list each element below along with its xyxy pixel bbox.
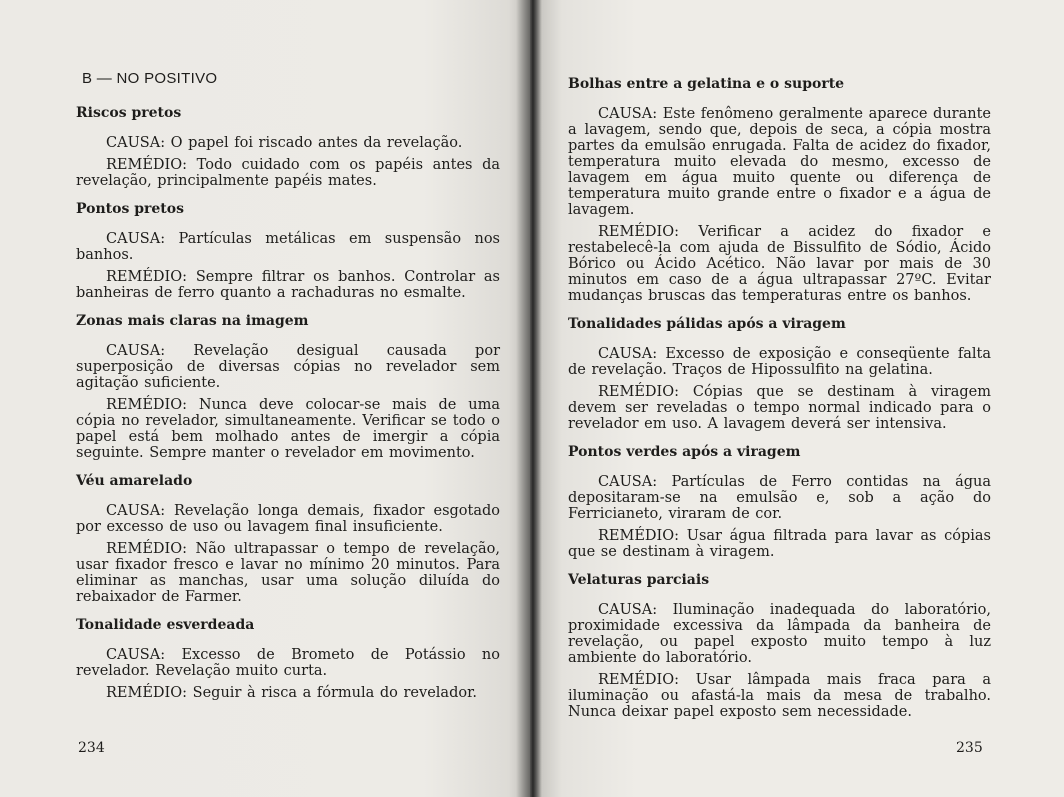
causa-paragraph: CAUSA: Excesso de Brometo de Potássio no revelador. Revelação muito curta. (76, 647, 500, 679)
causa-paragraph: CAUSA: Partículas de Ferro contidas na água depositaram-se na emulsão e, sob a ação do Ferricianeto, viraram de cor. (568, 474, 991, 522)
left-page (0, 0, 530, 797)
section-title: Tonalidades pálidas após a viragem (568, 316, 846, 332)
section-title: Tonalidade esverdeada (76, 617, 255, 633)
remedio-paragraph: REMÉDIO: Todo cuidado com os papéis antes da revelação, principalmente papéis mates. (76, 157, 500, 189)
page-number: 234 (78, 740, 105, 756)
remedio-paragraph: REMÉDIO: Usar lâmpada mais fraca para a iluminação ou afastá-la mais da mesa de trabalho. Nunca deixar papel exposto sem necessidade. (568, 672, 991, 720)
section-bolhas (568, 76, 991, 304)
remedio-paragraph: REMÉDIO: Usar água filtrada para lavar as cópias que se destinam à viragem. (568, 528, 991, 560)
section-title: Véu amarelado (76, 473, 193, 489)
section-title: Riscos pretos (76, 105, 182, 121)
section-pontos-pretos (76, 201, 500, 301)
page-number: 235 (956, 740, 983, 756)
section-tonalidade-esverdeada (76, 617, 500, 701)
section-title: Bolhas entre a gelatina e o suporte (568, 76, 845, 92)
section-velaturas-parciais (568, 572, 991, 720)
remedio-paragraph: REMÉDIO: Sempre filtrar os banhos. Controlar as banheiras de ferro quanto a rachaduras no esmalte. (76, 269, 500, 301)
section-title: Pontos pretos (76, 201, 184, 217)
causa-paragraph: CAUSA: Excesso de exposição e conseqüente falta de revelação. Traços de Hipossulfito na gelatina. (568, 346, 991, 378)
section-title: Velaturas parciais (568, 572, 710, 588)
section-veu-amarelado (76, 473, 500, 605)
section-tonalidades-palidas (568, 316, 991, 432)
causa-paragraph: CAUSA: Revelação longa demais, fixador esgotado por excesso de uso ou lavagem final insuficiente. (76, 503, 500, 535)
running-head: B — NO POSITIVO (82, 70, 218, 87)
causa-paragraph: CAUSA: Este fenômeno geralmente aparece durante a lavagem, sendo que, depois de seca, a cópia mostra partes da emulsão enrugada. Falta de acidez do fixador, temperatura muito elevada do mesmo, excesso de lavagem em água muito quente ou diferença de temperatura muito grande entre o fixador e a água de lavagem. (568, 106, 991, 218)
section-riscos-pretos (76, 105, 500, 189)
right-page (530, 0, 1064, 797)
remedio-paragraph: REMÉDIO: Seguir à risca a fórmula do revelador. (106, 685, 478, 701)
section-pontos-verdes (568, 444, 991, 560)
section-title: Zonas mais claras na imagem (76, 313, 309, 329)
causa-paragraph: CAUSA: Partículas metálicas em suspensão nos banhos. (76, 231, 500, 263)
section-zonas-mais-claras (76, 313, 500, 461)
right-text-column (568, 76, 991, 732)
causa-paragraph: CAUSA: Iluminação inadequada do laboratório, proximidade excessiva da lâmpada da banheira de revelação, ou papel exposto muito tempo à luz ambiente do laboratório. (568, 602, 991, 666)
remedio-paragraph: REMÉDIO: Não ultrapassar o tempo de revelação, usar fixador fresco e lavar no mínimo 20 minutos. Para eliminar as manchas, usar uma solução diluída do rebaixador de Farmer. (76, 541, 500, 605)
causa-paragraph: CAUSA: Revelação desigual causada por superposição de diversas cópias no revelador sem agitação suficiente. (76, 343, 500, 391)
book-gutter-shadow (516, 0, 542, 797)
remedio-paragraph: REMÉDIO: Cópias que se destinam à viragem devem ser reveladas o tempo normal indicado para o revelador em uso. A lavagem deverá ser intensiva. (568, 384, 991, 432)
remedio-paragraph: REMÉDIO: Nunca deve colocar-se mais de uma cópia no revelador, simultaneamente. Verificar se todo o papel está bem molhado antes de imergir a cópia seguinte. Sempre manter o revelador em movimento. (76, 397, 500, 461)
left-text-column (76, 71, 500, 713)
section-title: Pontos verdes após a viragem (568, 444, 801, 460)
causa-paragraph: CAUSA: O papel foi riscado antes da revelação. (106, 135, 463, 151)
remedio-paragraph: REMÉDIO: Verificar a acidez do fixador e restabelecê-la com ajuda de Bissulfito de Sódio, Ácido Bórico ou Ácido Acético. Não lavar por mais de 30 minutos em caso de a água ultrapassar 27ºC. Evitar mudanças bruscas das temperaturas entre os banhos. (568, 224, 991, 304)
